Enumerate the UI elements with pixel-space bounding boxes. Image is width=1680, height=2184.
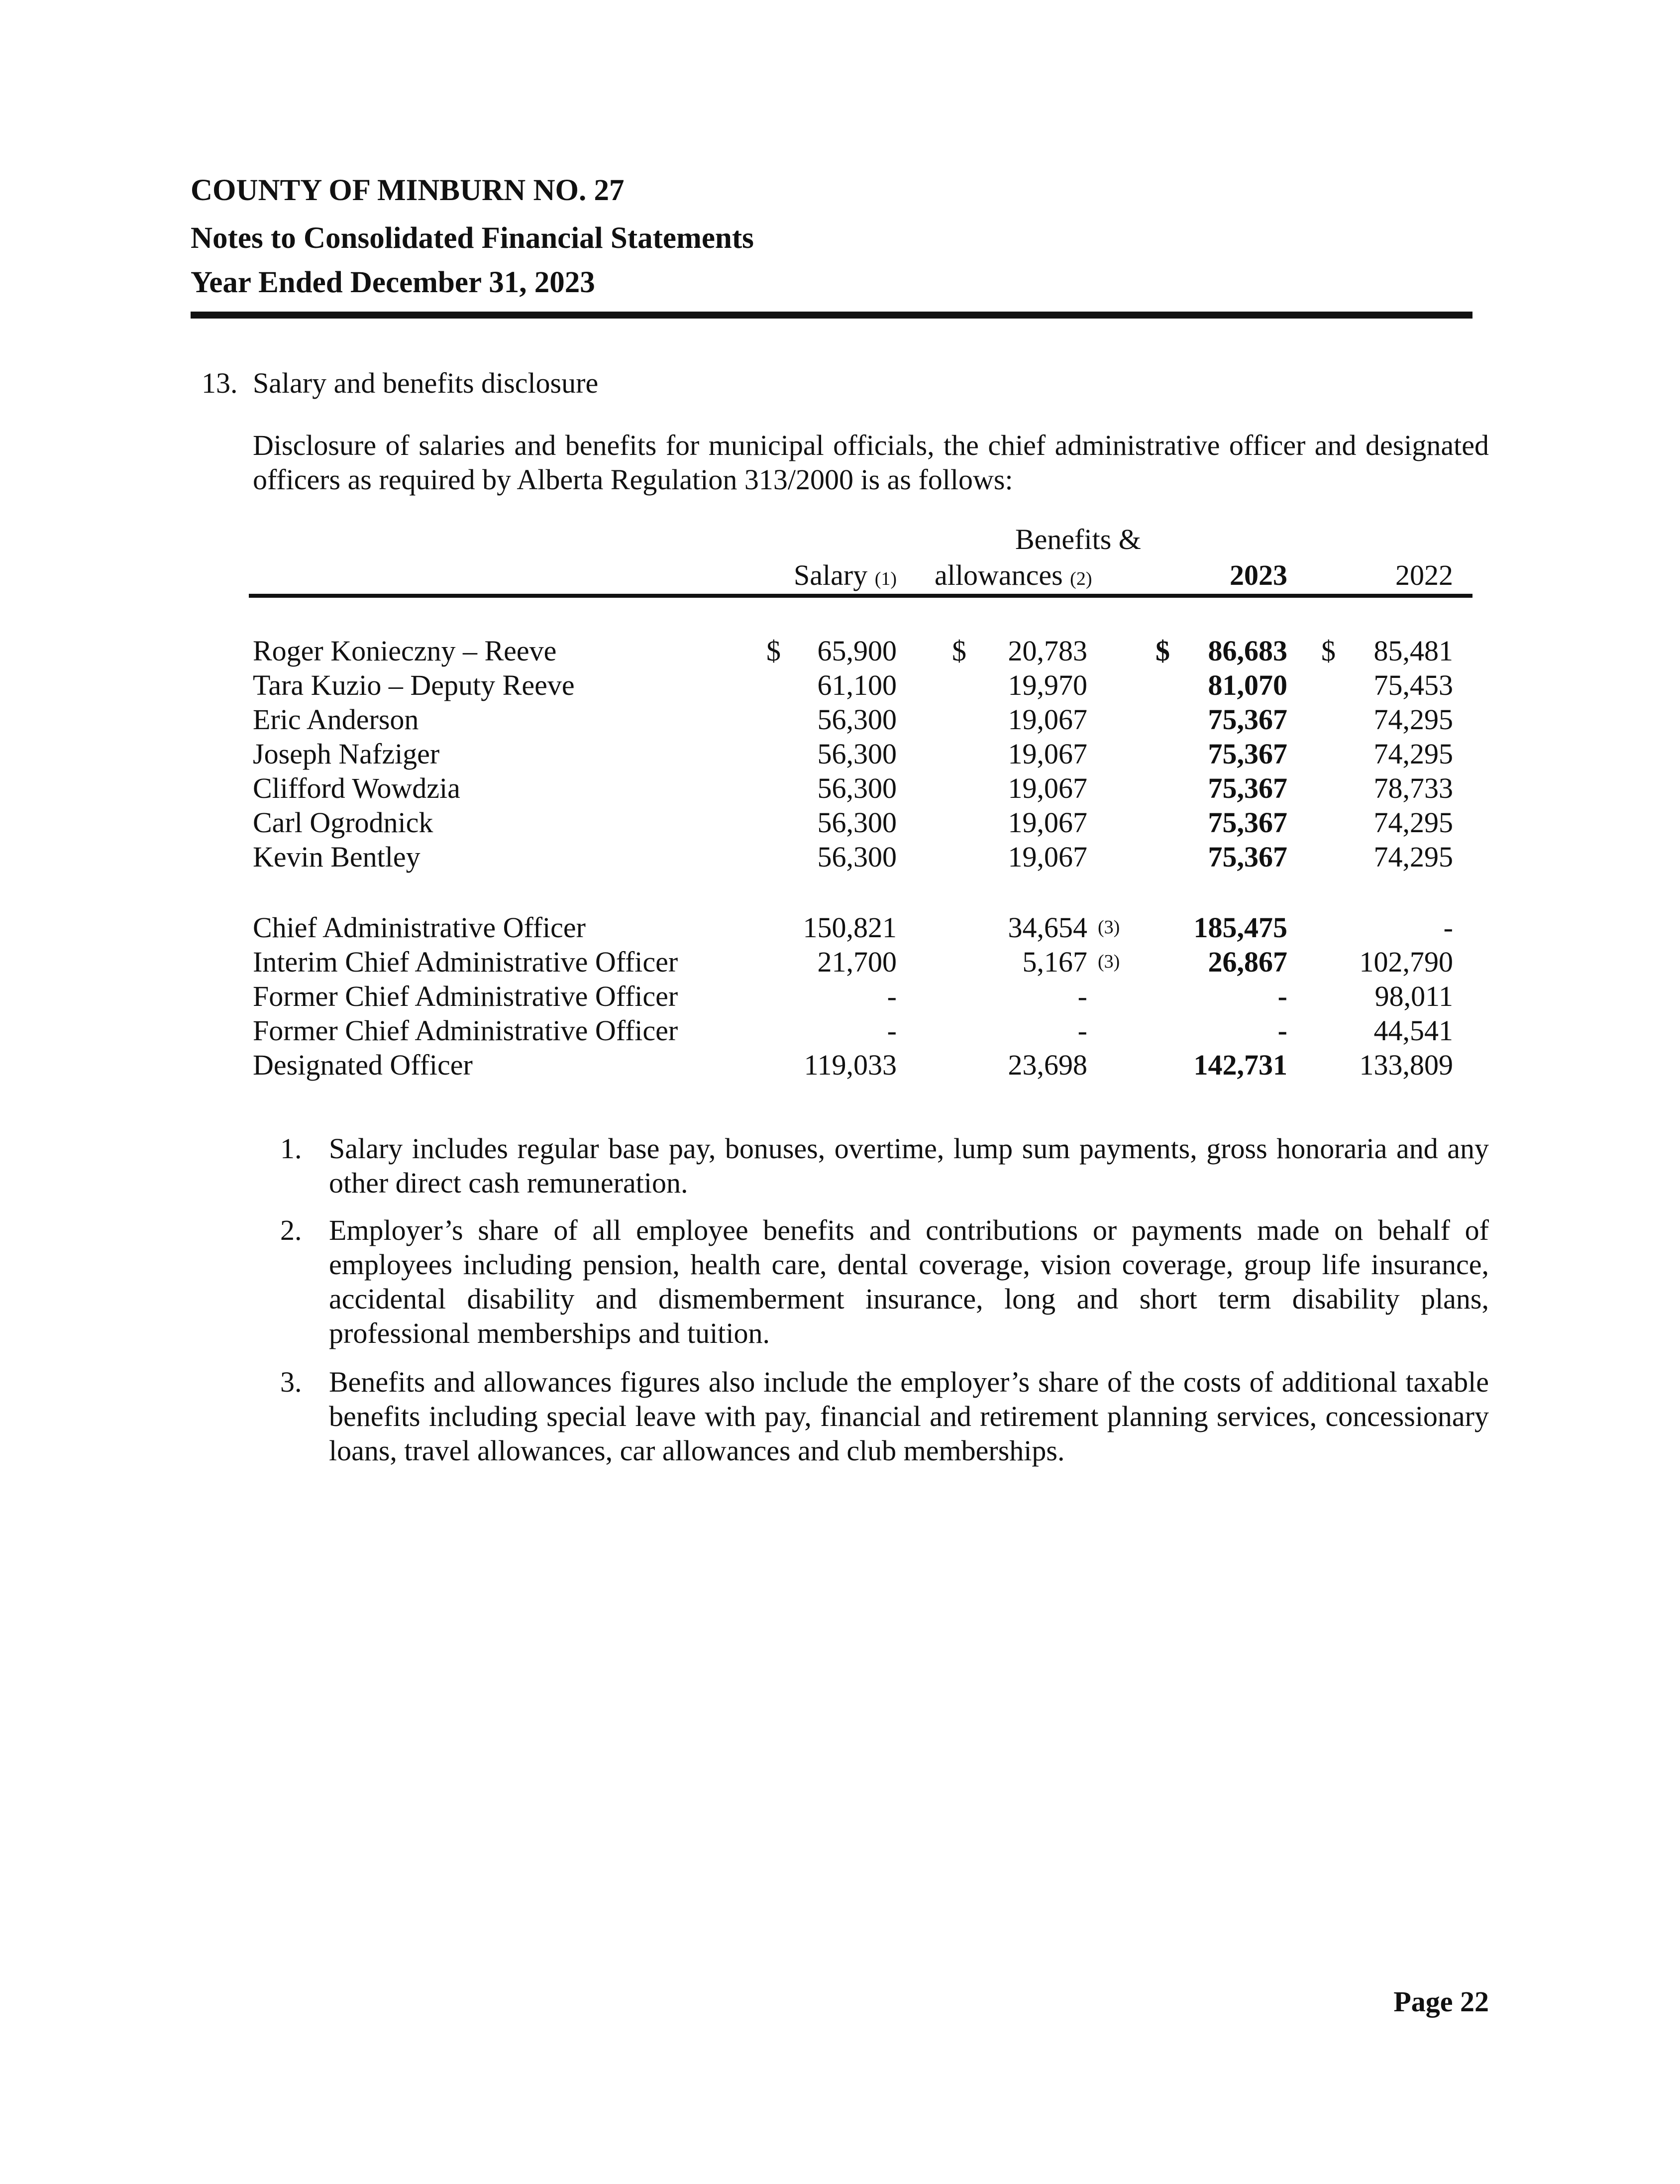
benefits-value: - [1077,1014,1087,1047]
salary-value: 150,821 [803,911,897,944]
salary-value: - [887,980,897,1012]
official-name: Designated Officer [253,1049,473,1081]
header-rule [191,312,1472,319]
salary-value: 21,700 [817,946,897,978]
table-header-rule [249,594,1472,598]
col-benefits-note: (2) [1070,568,1092,589]
table-row [0,805,1680,840]
total-2022-value: 98,011 [1374,980,1453,1012]
benefits-value: 19,067 [1008,738,1087,770]
benefits-value: 19,067 [1008,772,1087,804]
total-2023-value: 75,367 [1208,703,1287,736]
col-salary-label: Salary [794,559,868,591]
benefits-value: 19,067 [1008,841,1087,873]
footnote-text: Benefits and allowances figures also include the employer’s share of the costs of additional taxable benefits including special leave with pay, financial and retirement planning services, concessionary loans, travel allowances, car allowances and club memberships. [329,1366,1489,1467]
total-2023-value: 75,367 [1208,738,1287,770]
col-benefits-line1: Benefits & [1015,523,1141,555]
official-name: Former Chief Administrative Officer [253,1014,678,1047]
entity-name: COUNTY OF MINBURN NO. 27 [191,174,625,207]
benefits-value: 34,654 [1008,911,1087,944]
salary-value: 56,300 [817,841,897,873]
currency-symbol: $ [1321,635,1336,667]
table-row [0,668,1680,702]
table-row [0,1048,1680,1082]
currency-symbol: $ [952,635,966,667]
currency-symbol: $ [766,635,781,667]
salary-value: 65,900 [817,635,897,667]
salary-value: 56,300 [817,703,897,736]
official-name: Tara Kuzio – Deputy Reeve [253,669,575,701]
table-row [0,840,1680,874]
official-name: Clifford Wowdzia [253,772,460,804]
table-row [0,1013,1680,1048]
currency-symbol: $ [1155,635,1170,667]
total-2022-value: 85,481 [1373,635,1453,667]
total-2022-value: 44,541 [1373,1014,1453,1047]
total-2023-value: 142,731 [1193,1049,1287,1081]
table-row [0,945,1680,979]
total-2023-value: 75,367 [1208,841,1287,873]
table-row [0,771,1680,805]
benefits-value: 19,067 [1008,703,1087,736]
official-name: Joseph Nafziger [253,738,440,770]
salary-value: 56,300 [817,772,897,804]
footnote-text: Employer’s share of all employee benefits and contributions or payments made on behalf of employees including pension, health care, dental coverage, vision coverage, group life insurance, accidental disability and dismemberment insurance, long and short term disability plans, professional memberships and tuition. [329,1214,1489,1349]
official-name: Carl Ogrodnick [253,806,433,839]
total-2023-value: 75,367 [1208,806,1287,839]
total-2022-value: 78,733 [1373,772,1453,804]
total-2023-value: - [1277,1014,1287,1047]
table-row [0,634,1680,668]
table-row [0,979,1680,1013]
total-2023-value: 185,475 [1193,911,1287,944]
total-2023-value: 81,070 [1208,669,1287,701]
benefits-value: 20,783 [1008,635,1087,667]
salary-value: - [887,1014,897,1047]
document-subtitle: Notes to Consolidated Financial Statements [191,221,754,255]
footnote-text: Salary includes regular base pay, bonuses, overtime, lump sum payments, gross honoraria and any other direct cash remuneration. [329,1132,1489,1199]
footnote-number: 1. [280,1132,302,1165]
table-row [0,702,1680,737]
total-2023-value: 86,683 [1208,635,1287,667]
official-name: Chief Administrative Officer [253,911,586,944]
page-number: Page 22 [1393,1985,1489,2018]
total-2022-value: 74,295 [1373,841,1453,873]
salary-value: 56,300 [817,738,897,770]
salary-value: 56,300 [817,806,897,839]
official-name: Former Chief Administrative Officer [253,980,678,1012]
col-benefits-label: allowances [935,559,1063,591]
total-2022-value: 75,453 [1373,669,1453,701]
footnote-number: 3. [280,1366,302,1398]
total-2023-value: 26,867 [1208,946,1287,978]
footnote-number: 2. [280,1214,302,1246]
col-benefits-header [935,561,1092,590]
period-heading: Year Ended December 31, 2023 [191,266,595,299]
total-2022-value: 133,809 [1359,1049,1453,1081]
salary-value: 61,100 [817,669,897,701]
benefits-footnote-ref: (3) [1098,951,1120,972]
total-2022-value: 74,295 [1373,703,1453,736]
col-2022-header: 2022 [1395,559,1453,591]
section-number: 13. [202,367,238,399]
total-2022-value: 74,295 [1373,806,1453,839]
benefits-value: 19,067 [1008,806,1087,839]
salary-value: 119,033 [804,1049,897,1081]
official-name: Eric Anderson [253,703,419,736]
section-title: Salary and benefits disclosure [253,367,599,399]
benefits-value: - [1077,980,1087,1012]
benefits-value: 19,970 [1008,669,1087,701]
table-row [0,737,1680,771]
col-salary-note: (1) [874,568,897,589]
table-row [0,910,1680,945]
official-name: Kevin Bentley [253,841,420,873]
total-2022-value: 102,790 [1359,946,1453,978]
col-2023-header: 2023 [1230,559,1287,591]
total-2023-value: 75,367 [1208,772,1287,804]
col-salary-header [794,561,897,590]
official-name: Interim Chief Administrative Officer [253,946,678,978]
total-2023-value: - [1277,980,1287,1012]
total-2022-value: - [1443,911,1453,944]
benefits-value: 5,167 [1022,946,1087,978]
benefits-footnote-ref: (3) [1098,917,1120,938]
benefits-value: 23,698 [1008,1049,1087,1081]
section-intro: Disclosure of salaries and benefits for municipal officials, the chief administrative officer and designated officers as required by Alberta Regulation 313/2000 is as follows: [253,429,1489,496]
official-name: Roger Konieczny – Reeve [253,635,557,667]
total-2022-value: 74,295 [1373,738,1453,770]
